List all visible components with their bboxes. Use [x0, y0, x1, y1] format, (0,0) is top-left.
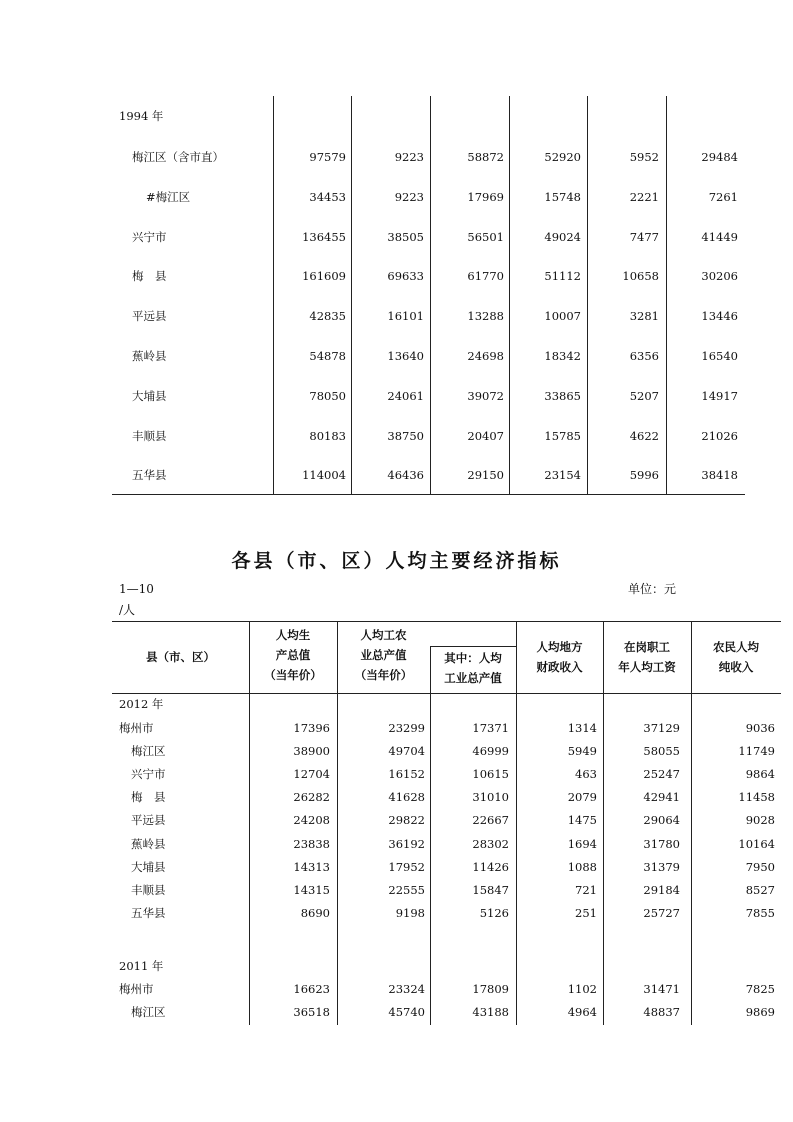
header-gdp [249, 625, 337, 685]
table-cell: 38900 [293, 744, 330, 759]
table-cell: 17952 [388, 859, 425, 874]
row-label: 兴宁市 [132, 229, 167, 244]
header-industry-line1: 其中：人均 [444, 651, 502, 665]
column-divider [273, 96, 274, 494]
page-title: 各县（市、区）人均主要经济指标 [231, 550, 562, 572]
table-cell: 24061 [387, 388, 424, 403]
row-label: 蕉岭县 [131, 836, 166, 851]
table-cell: 23838 [293, 836, 330, 851]
table-cell: 13640 [387, 349, 424, 363]
table-cell: 39072 [467, 388, 504, 403]
table-cell: 11426 [472, 859, 509, 874]
table-cell: 22555 [388, 882, 425, 897]
table-cell: 25727 [643, 905, 680, 920]
unit-suffix: /人 [119, 603, 136, 617]
table-cell: 1694 [567, 836, 597, 851]
row-label: 五华县 [132, 468, 167, 483]
table-cell: 17969 [467, 189, 504, 204]
table-cell: 37129 [643, 721, 680, 735]
row-label: 梅州市 [119, 721, 154, 735]
table-cell: 1475 [567, 813, 597, 828]
header-farmer-line1: 农民人均 [713, 640, 759, 654]
table-cell: 42941 [643, 790, 680, 805]
table-cell: 49024 [544, 229, 581, 244]
column-divider [666, 96, 667, 494]
column-divider [587, 96, 588, 494]
year-label: 2012 年 [119, 697, 164, 711]
row-label: 蕉岭县 [132, 349, 167, 363]
table-cell: 9198 [395, 905, 425, 920]
table-cell: 14315 [293, 882, 330, 897]
header-wage [603, 637, 691, 677]
table-cell: 2079 [567, 790, 597, 805]
table-cell: 30206 [701, 269, 738, 284]
table-cell: 43188 [472, 1005, 509, 1020]
table-cell: 38418 [701, 468, 738, 483]
table-cell: 8690 [300, 905, 330, 920]
table-cell: 52920 [544, 150, 581, 164]
table-cell: 33865 [544, 388, 581, 403]
table-cell: 13446 [701, 309, 738, 324]
row-label: 丰顺县 [131, 882, 166, 897]
table-cell: 5996 [629, 468, 659, 483]
table-cell: 15748 [544, 189, 581, 204]
table-cell: 5952 [629, 150, 659, 164]
table-cell: 28302 [472, 836, 509, 851]
row-label: 梅江区 [131, 744, 166, 759]
row-label: 兴宁市 [131, 767, 166, 782]
table-cell: 15785 [544, 428, 581, 443]
table-cell: 29150 [467, 468, 504, 483]
table-cell: 1314 [567, 721, 597, 735]
table-cell: 58872 [467, 150, 504, 164]
table-cell: 11749 [738, 744, 775, 759]
header-gdp-line3: （当年价） [264, 668, 322, 682]
table-cell: 14917 [701, 388, 738, 403]
table-cell: 16623 [293, 982, 330, 996]
column-divider [430, 96, 431, 494]
subheader-border [430, 646, 516, 647]
header-agri-line1: 人均工农 [360, 628, 407, 642]
table-cell: 5949 [567, 744, 597, 759]
table-cell: 161609 [302, 269, 346, 284]
header-farmer [691, 637, 781, 677]
table-cell: 41628 [388, 790, 425, 805]
header-agri [337, 625, 430, 685]
table-cell: 48837 [643, 1005, 680, 1020]
table-cell: 14313 [293, 859, 330, 874]
header-wage-line2: 年人均工资 [618, 660, 676, 674]
table-cell: 45740 [388, 1005, 425, 1020]
row-label: 平远县 [132, 309, 167, 324]
table-cell: 69633 [387, 269, 424, 284]
table-number: 1—10 [119, 582, 154, 596]
year-label: 2011 年 [119, 959, 164, 973]
table-cell: 251 [575, 905, 597, 920]
table-cell: 78050 [309, 388, 346, 403]
row-label: 大埔县 [132, 388, 167, 403]
column-divider [691, 621, 692, 1025]
table-cell: 7261 [708, 189, 738, 204]
column-divider [603, 621, 604, 1025]
table-cell: 42835 [309, 309, 346, 324]
table-cell: 11458 [738, 790, 775, 805]
table-cell: 10615 [472, 767, 509, 782]
header-agri-line2: 业总产值 [360, 648, 407, 662]
table-cell: 18342 [544, 349, 581, 363]
table-cell: 46999 [472, 744, 509, 759]
table-cell: 7825 [745, 982, 775, 996]
table-cell: 23324 [388, 982, 425, 996]
row-label: 五华县 [131, 905, 166, 920]
table-cell: 9028 [745, 813, 775, 828]
table-cell: 23299 [388, 721, 425, 735]
table-cell: 31780 [643, 836, 680, 851]
column-divider [516, 621, 517, 1025]
table-cell: 21026 [701, 428, 738, 443]
row-label: 梅 县 [132, 269, 167, 284]
table-cell: 56501 [467, 229, 504, 244]
table-cell: 29822 [388, 813, 425, 828]
header-agri-line3: （当年价） [354, 668, 413, 682]
table-cell: 3281 [629, 309, 659, 324]
year-label: 1994 年 [119, 109, 164, 123]
table-cell: 29184 [643, 882, 680, 897]
row-label: 梅 县 [131, 790, 166, 805]
row-label: 梅江区 [131, 1005, 166, 1020]
table-cell: 136455 [302, 229, 346, 244]
table-cell: 38750 [387, 428, 424, 443]
table-cell: 22667 [472, 813, 509, 828]
table-cell: 721 [575, 882, 597, 897]
header-gdp-line2: 产总值 [275, 648, 311, 662]
table-cell: 31379 [643, 859, 680, 874]
table-cell: 4622 [629, 428, 659, 443]
table-cell: 80183 [309, 428, 346, 443]
table-cell: 15847 [472, 882, 509, 897]
table-cell: 9223 [394, 189, 424, 204]
table-cell: 4964 [567, 1005, 597, 1020]
table-cell: 10007 [544, 309, 581, 324]
table-cell: 34453 [309, 189, 346, 204]
table-cell: 31471 [643, 982, 680, 996]
table-cell: 41449 [701, 229, 738, 244]
table-cell: 49704 [388, 744, 425, 759]
column-divider [430, 646, 431, 1025]
table-cell: 31010 [472, 790, 509, 805]
row-label: #梅江区 [146, 189, 191, 204]
table-cell: 36518 [293, 1005, 330, 1020]
table-cell: 13288 [467, 309, 504, 324]
table-cell: 5207 [629, 388, 659, 403]
table-cell: 9869 [745, 1005, 775, 1020]
table-cell: 16540 [701, 349, 738, 363]
header-fiscal-line1: 人均地方 [536, 640, 583, 654]
table-cell: 54878 [309, 349, 346, 363]
table-cell: 7950 [745, 859, 775, 874]
table-cell: 97579 [309, 150, 346, 164]
table-cell: 10658 [622, 269, 659, 284]
table-cell: 25247 [643, 767, 680, 782]
row-label: 梅江区（含市直） [132, 150, 224, 164]
table-cell: 51112 [544, 269, 581, 284]
table-cell: 9223 [394, 150, 424, 164]
table-cell: 16152 [388, 767, 425, 782]
table-cell: 17371 [472, 721, 509, 735]
table-cell: 38505 [387, 229, 424, 244]
header-county: 县（市、区） [146, 650, 215, 664]
table-cell: 7855 [745, 905, 775, 920]
row-label: 平远县 [131, 813, 166, 828]
row-label: 梅州市 [119, 982, 154, 996]
table-cell: 5126 [479, 905, 509, 920]
column-divider [509, 96, 510, 494]
table-cell: 114004 [302, 468, 346, 483]
table-cell: 12704 [293, 767, 330, 782]
header-industry [430, 648, 516, 688]
table-cell: 9036 [745, 721, 775, 735]
row-label: 大埔县 [131, 859, 166, 874]
column-divider [351, 96, 352, 494]
table-cell: 8527 [745, 882, 775, 897]
header-bottom-border [112, 693, 781, 694]
table-cell: 24698 [467, 349, 504, 363]
table-cell: 9864 [745, 767, 775, 782]
table-cell: 1102 [567, 982, 597, 996]
header-farmer-line2: 纯收入 [718, 660, 754, 674]
table-cell: 26282 [293, 790, 330, 805]
header-fiscal-line2: 财政收入 [536, 660, 583, 674]
table-cell: 2221 [629, 189, 659, 204]
row-label: 丰顺县 [132, 428, 167, 443]
table-bottom-border [112, 494, 745, 495]
table-cell: 46436 [387, 468, 424, 483]
table-cell: 36192 [388, 836, 425, 851]
unit-label: 单位：元 [628, 582, 677, 596]
table-cell: 6356 [629, 349, 659, 363]
table-cell: 1088 [567, 859, 597, 874]
table-cell: 20407 [467, 428, 504, 443]
header-industry-line2: 工业总产值 [444, 671, 502, 685]
table-cell: 61770 [467, 269, 504, 284]
table-cell: 10164 [738, 836, 775, 851]
header-wage-line1: 在岗职工 [624, 640, 670, 654]
header-top-border [112, 621, 781, 622]
table-cell: 23154 [544, 468, 581, 483]
table-cell: 58055 [643, 744, 680, 759]
table-cell: 29064 [643, 813, 680, 828]
table-cell: 16101 [387, 309, 424, 324]
table-cell: 24208 [293, 813, 330, 828]
table-cell: 17396 [293, 721, 330, 735]
header-fiscal [516, 637, 603, 677]
table-cell: 7477 [629, 229, 659, 244]
header-gdp-line1: 人均生 [275, 628, 311, 642]
table-cell: 29484 [701, 150, 738, 164]
table-cell: 17809 [472, 982, 509, 996]
table-cell: 463 [575, 767, 597, 782]
